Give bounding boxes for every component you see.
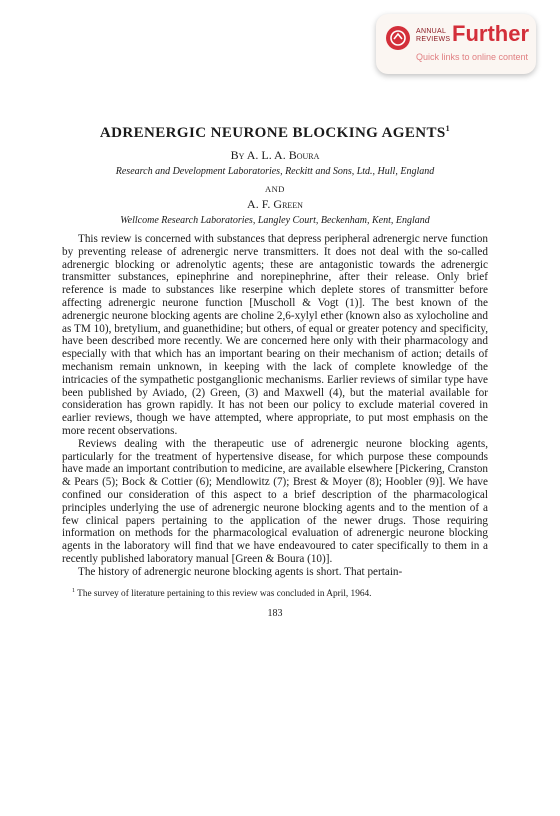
author-2: A. F. Green [247, 197, 303, 211]
article-title-text: ADRENERGIC NEURONE BLOCKING AGENTS [99, 125, 446, 141]
author-separator: AND [265, 184, 285, 194]
brand-line-2: REVIEWS [416, 36, 451, 43]
annual-reviews-logo-icon [386, 26, 410, 50]
further-label[interactable]: Further [452, 21, 529, 46]
page-number: 183 [267, 607, 283, 619]
article-title [62, 120, 488, 142]
body-paragraph: This review is concerned with substances that depress peripheral adrenergic nerve function by preventing release of adrenergic nerve transmitters. It does not deal with the so-called adrenergic blocking or adrenolytic agents; these are antagonistic towards the adrenergic transmitter substances, epinephrine and norepinephrine, after their release. Only brief reference is made to substances like reserpine which deplete stores of transmitter before affecting adrenergic neurone function [Muscholl & Vogt (1)]. The best known of the adrenergic neurone blocking agents are choline 2,6-xylyl ether (known also as xylocholine and as TM 10), bretylium, and guanethidine; but others, of equal or greater potency and specificity, have been described more recently. We are concerned here only with their pharmacology and especially with that which has an important bearing on their mechanism of action; details of mechanism remain unknown, in keeping with the lack of complete knowledge of the intricacies of the sympathetic postganglionic mechanisms. Earlier reviews of similar type have been published by Aviado, (2) Green, (3) and Maxwell (4), but the material available for consideration has grown rapidly. It has not been our policy to exclude material covered in earlier reviews, though we have attempted, where appropriate, to put most emphasis on the more recent observations. [62, 233, 488, 437]
quick-links-text[interactable]: Quick links to online content [416, 52, 529, 62]
body-paragraph: The history of adrenergic neurone blocking agents is short. That pertain- [78, 565, 403, 578]
body-paragraph: Reviews dealing with the therapeutic use of adrenergic neurone blocking agents, particularly for the treatment of hypertensive disease, for which purpose these compounds have made an important contribution to medicine, are available elsewhere [Pickering, Cranston & Pears (5); Bock & Cottier (6); Mendlowitz (7); Brest & Moyer (8); Hoobler (9)]. We have confined our consideration of this aspect to a brief description of the pharmacological principles underlying the use of adrenergic neurone blocking agents and to the mention of a few clinical papers pertaining to the application of the newer drugs. Those requiring information on methods for the pharmacological evaluation of adrenergic neurone blocking agents in the laboratory will find that we have endeavoured to cater specifically to them in a recently published laboratory manual [Green & Boura (10)]. [62, 437, 488, 565]
brand-line-1: ANNUAL [416, 28, 447, 35]
title-footnote-mark: 1 [445, 124, 451, 133]
footnote-text: The survey of literature pertaining to this review was concluded in April, 1964. [77, 588, 372, 599]
affiliation-1: Research and Development Laboratories, Reckitt and Sons, Ltd., Hull, England [115, 166, 435, 177]
footnote [62, 585, 488, 600]
annual-reviews-brand [416, 28, 450, 44]
footnote-mark: 1 [72, 587, 75, 594]
article-page [62, 120, 488, 619]
affiliation-2: Wellcome Research Laboratories, Langley Court, Beckenham, Kent, England [120, 215, 430, 226]
further-badge[interactable] [376, 14, 536, 74]
author-1: By A. L. A. Boura [230, 148, 320, 162]
